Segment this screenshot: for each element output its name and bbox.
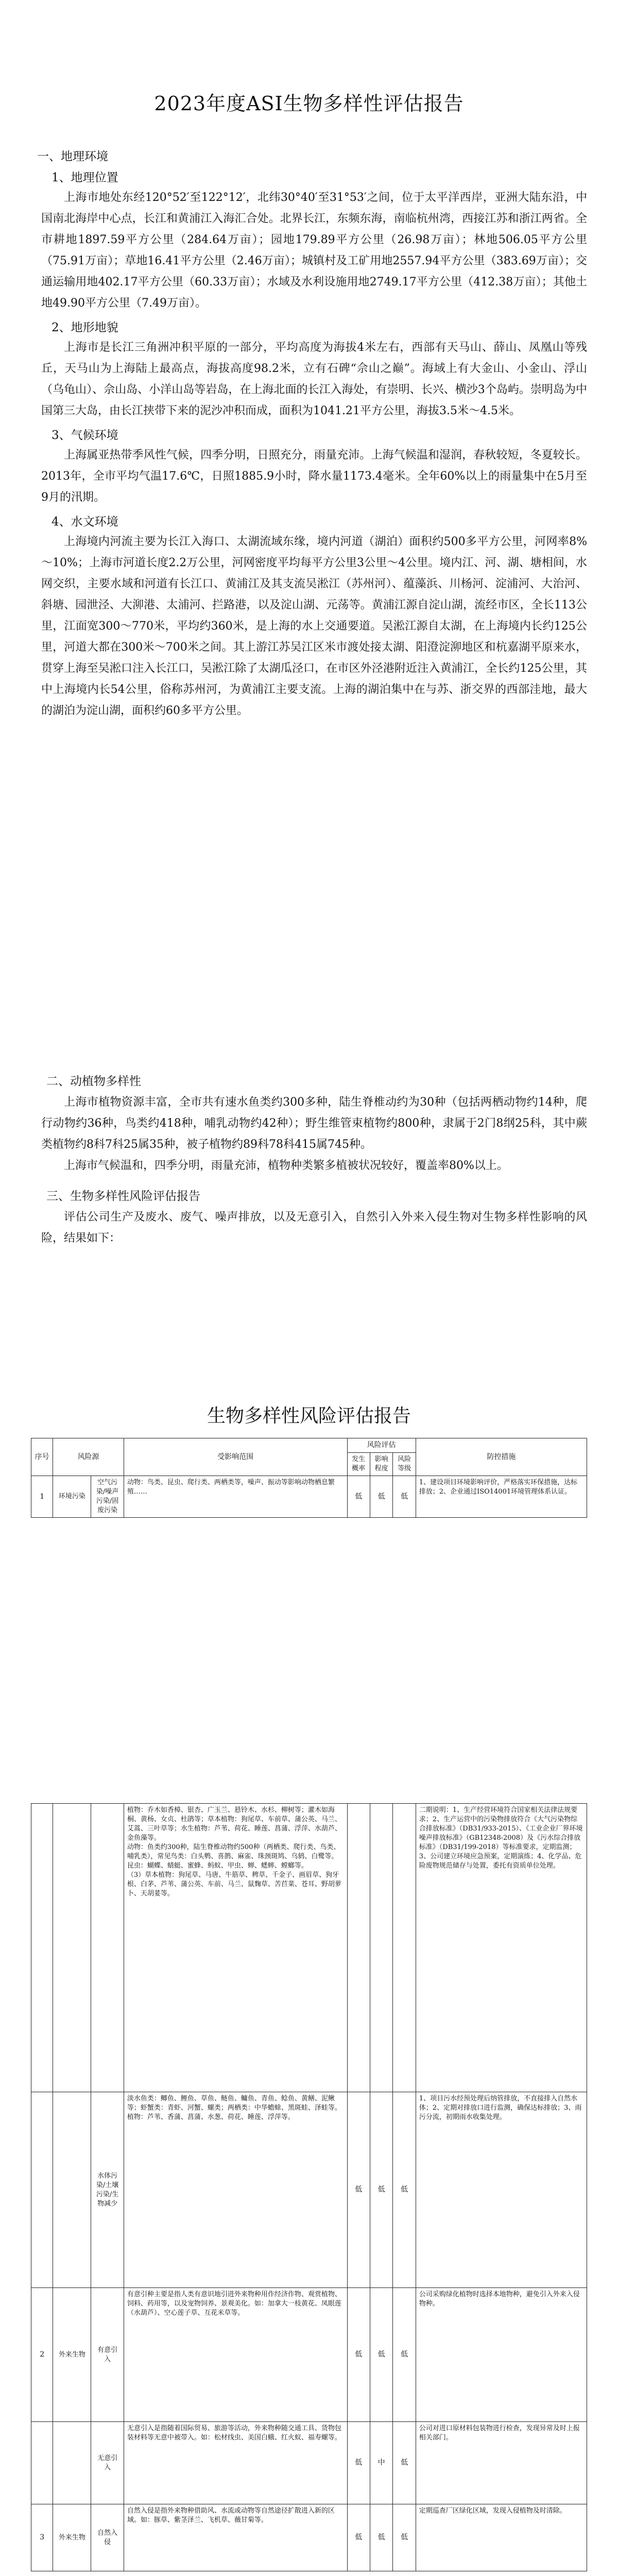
cell-level: 低: [393, 2288, 416, 2422]
cell-scope: 有意引种主要是指人类有意识地引进外来物种用作经济作物、观赏植物、饲料、药用等，以及宠物饲养、景观美化。如：加拿大一枝黄花、凤眼莲（水葫芦）、空心莲子草、互花米草等。: [124, 2288, 347, 2422]
cell-no: 3: [31, 2504, 53, 2571]
cell-measures: 二期说明：1、生产经营环境符合国家相关法律法规要求；2、生产运营中的污染物排放符合《大气污染物综合排放标准》（DB31/933-2015）、《工业企业厂界环境噪声排放标准》（GB12348-2008）及《污水综合排放标准》（DB31/199-2018）等标准要求，定期监测；3、公司建立环境应急预案，定期演练；4、化学品、危险废物规范储存与处置，委托有资质单位处理。: [416, 1804, 587, 2092]
cell-scope: 植物：乔木如香樟、银杏、广玉兰、悬铃木、水杉、柳树等；灌木如海桐、黄杨、女贞、杜鹃等；草本植物：狗尾草、车前草、蒲公英、马兰、艾蒿、三叶草等；水生植物：芦苇、荷花、睡莲、菖蒲、浮萍、水葫芦、金鱼藻等。 动物：鱼类约300种，陆生脊椎动物约500种（两栖类、爬行类、鸟类、哺乳类），常见鸟类：白头鹎、喜鹊、麻雀、珠颈斑鸠、乌鸫、白鹭等。 昆虫：蝴蝶、蜻蜓、蜜蜂、蚂蚁、甲虫、蝉、蟋蟀、螳螂等。 （3）草本植物：狗尾草、马唐、牛筋草、稗草、千金子、画眉草、狗牙根、白茅、芦苇、蒲公英、车前、马兰、鼠麴草、苦苣菜、苍耳、野胡萝卜、天胡荽等。: [124, 1804, 347, 2092]
paragraph-vegetation: 上海市气候温和，四季分明，雨量充沛，植物种类繁多植被状况较好，覆盖率80%以上。: [64, 1159, 508, 1172]
header-probability: 发生概率: [347, 1453, 370, 1476]
paragraph-assessment-intro: 评估公司生产及废水、废气、噪声排放，以及无意引入，自然引入外来入侵生物对生物多样性影响的风险，结果如下：: [41, 1211, 587, 1245]
subsection-heading: 4、水文环境: [52, 515, 118, 529]
cell-type: [53, 1804, 91, 2092]
table-row: [31, 2504, 587, 2571]
cell-measures: 定期巡查厂区绿化区域，发现入侵植物及时清除。: [416, 2504, 587, 2571]
cell-level: 低: [393, 1476, 416, 1518]
cell-impact: [370, 1804, 392, 2092]
cell-level: 低: [393, 2422, 416, 2504]
section-heading: 二、动植物多样性: [46, 1075, 141, 1088]
cell-scope: 无意引入是指随着国际贸易、旅游等活动，外来物种随交通工具、货物包装材料等无意中被带入。如：松材线虫、美国白蛾、红火蚁、福寿螺等。: [124, 2422, 347, 2504]
cell-scope: 淡水鱼类：鲫鱼、鲤鱼、草鱼、鲢鱼、鳙鱼、青鱼、鲶鱼、黄鳝、泥鳅等；虾蟹类：青虾、河蟹、螺类；两栖类：中华蟾蜍、黑斑蛙、泽蛙等。 植物：芦苇、香蒲、菖蒲、水葱、荷花、睡莲、浮萍等。: [124, 2092, 347, 2288]
paragraph-location: 上海市地处东经120°52′至122°12′，北纬30°40′至31°53′之间，位于太平洋西岸，亚洲大陆东沿，中国南北海岸中心点，长江和黄浦江入海汇合处。北界长江，东频东海，南临杭州湾，西接江苏和浙江两省。全市耕地1897.59平方公里（284.64万亩）；园地179.89平方公里（26.98万亩）；林地506.05平方公里（75.91万亩）；草地16.41平方公里（2.46万亩）；城镇村及工矿用地2557.94平方公里（383.69万亩）；交通运输用地402.17平方公里（60.33万亩）；水域及水利设施用地2749.17平方公里（412.38万亩）；其他土地49.90平方公里（7.49万亩）。: [41, 191, 587, 310]
risk-table-section: [31, 1401, 587, 1518]
cell-impact: 低: [370, 2092, 392, 2288]
section-heading: 三、生物多样性风险评估报告: [46, 1190, 200, 1203]
risk-table: [31, 1438, 587, 1518]
cell-no: 2: [31, 2288, 53, 2422]
cell-type: 外来生物: [53, 2504, 91, 2571]
cell-subtype: 有意引入: [91, 2288, 124, 2422]
cell-subtype: 空气污染/噪声污染/固废污染: [91, 1476, 124, 1518]
cell-level: [393, 1804, 416, 2092]
cell-probability: 低: [347, 2422, 370, 2504]
cell-impact: 低: [370, 2288, 392, 2422]
subsection-heading: 1、地理位置: [52, 171, 118, 184]
paragraph-biodiversity: 上海市植物资源丰富，全市共有速水鱼类约300多种，陆生脊椎动约为30种（包括两栖动物约14种，爬行动物约36种，鸟类约418种，哺乳动物约42种）；野生维管束植物约800种，隶属于2门8纲25科，其中蕨类植物约8科7科25属35种，被子植物约89科78科415属745种。: [41, 1096, 587, 1151]
cell-impact: 低: [370, 2504, 392, 2571]
cell-no: 1: [31, 1476, 53, 1518]
cell-scope: 动物：鸟类、昆虫、爬行类、两栖类等，噪声、振动等影响动物栖息繁殖……: [124, 1476, 347, 1518]
cell-type: 外来生物: [53, 2288, 91, 2422]
cell-measures: 1、建设项目环境影响评价，严格落实环保措施，达标排放；2、企业通过ISO14001环境管理体系认证。: [416, 1476, 587, 1518]
header-assessment: 风险评估: [347, 1438, 416, 1453]
table-row: [31, 1804, 587, 2092]
header-scope: 受影响范围: [124, 1438, 347, 1476]
cell-subtype: [91, 1804, 124, 2092]
cell-no: [31, 2092, 53, 2288]
paragraph-hydrology: 上海境内河流主要为长江入海口、太湖流域东缘，境内河道（湖泊）面积约500多平方公里，河网率8%～10%；上海市河道长度2.2万公里，河网密度平均每平方公里3公里～4公里。境内江、河、湖、塘相间，水网交织，主要水域和河道有长江口、黄浦江及其支流吴淞江（苏州河）、蕴藻浜、川杨河、淀浦河、大治河、斜塘、园泄泾、大泖港、太浦河、拦路港，以及淀山湖、元荡等。黄浦江源自淀山湖，流经市区，全长113公里，江面宽300～770米，平均约360米，是上海的水上交通要道。吴淞江源自太湖，在上海境内长约125公里，河道大都在300米～700米之间。其上游江苏吴江区米市渡处接太湖、阳澄淀泖地区和杭嘉湖平原来水，贯穿上海至吴淞口注入长江口，吴淞江除了太湖瓜泾口，在市区外泾港附近注入黄浦江，全长约125公里，其中上海境内长54公里，俗称苏州河，为黄浦江主要支流。上海的湖泊集中在与苏、浙交界的西部洼地，最大的湖泊为淀山湖，面积约60多平方公里。: [41, 535, 587, 717]
cell-probability: 低: [347, 1476, 370, 1518]
paragraph-climate: 上海属亚热带季风性气候，四季分明，日照充分，雨量充沛。上海气候温和湿润，春秋较短，冬夏较长。2013年，全市平均气温17.6℃，日照1885.9小时，降水量1173.4毫米。全年60%以上的雨量集中在5月至9月的汛期。: [41, 449, 587, 504]
cell-measures: 1、项目污水经预处理后纳管排放，不直接排入自然水体；2、定期对排放口进行监测，确保达标排放；3、雨污分流，初期雨水收集处理。: [416, 2092, 587, 2288]
cell-scope: 自然入侵是指外来物种借助风、水流或动物等自然途径扩散进入新的区域。如：豚草、紫茎泽兰、飞机草、薇甘菊等。: [124, 2504, 347, 2571]
cell-probability: 低: [347, 2288, 370, 2422]
table-row: [31, 1476, 587, 1518]
cell-subtype: 自然入侵: [91, 2504, 124, 2571]
report-title: 2023年度ASI生物多样性评估报告: [154, 92, 464, 115]
header-risk-source: 风险源: [53, 1438, 124, 1476]
header-risk-level: 风险等级: [393, 1453, 416, 1476]
table-row: [31, 2422, 587, 2504]
subsection-heading: 3、气候环境: [52, 429, 118, 442]
cell-probability: 低: [347, 2092, 370, 2288]
paragraph-terrain: 上海市是长江三角洲冲积平原的一部分，平均高度为海拔4米左右，西部有天马山、薛山、凤凰山等残丘，天马山为上海陆上最高点，海拔高度98.2米，立有石碑“佘山之巅”。海域上有大金山、小金山、浮山（乌龟山）、佘山岛、小洋山岛等岩岛，在上海北面的长江入海处，有崇明、长兴、横沙3个岛屿。崇明岛为中国第三大岛，由长江挟带下来的泥沙冲积而成，面积为1041.21平方公里，海拔3.5米～4.5米。: [41, 341, 587, 417]
report-page-1: [31, 21, 587, 969]
cell-subtype: 无意引入: [91, 2422, 124, 2504]
cell-no: [31, 1804, 53, 2092]
table-row: [31, 2288, 587, 2422]
cell-impact: 低: [370, 1476, 392, 1518]
cell-probability: 低: [347, 2504, 370, 2571]
cell-type: [53, 2422, 91, 2504]
subsection-heading: 2、地形地貌: [52, 321, 118, 334]
header-measures: 防控措施: [416, 1438, 587, 1476]
table-row: [31, 2092, 587, 2288]
header-impact: 影响程度: [370, 1453, 392, 1476]
risk-table-page-2: [31, 1803, 587, 2571]
cell-subtype: 水体污染/土壤污染/生物减少: [91, 2092, 124, 2288]
cell-impact: 中: [370, 2422, 392, 2504]
section-heading: 一、地理环境: [37, 150, 108, 163]
cell-no: [31, 2422, 53, 2504]
risk-table-continued: [31, 1803, 587, 2571]
cell-level: 低: [393, 2504, 416, 2571]
cell-level: 低: [393, 2092, 416, 2288]
cell-probability: [347, 1804, 370, 2092]
cell-type: [53, 2092, 91, 2288]
header-no: 序号: [31, 1438, 53, 1476]
risk-table-title: 生物多样性风险评估报告: [207, 1405, 411, 1427]
cell-measures: 公司采购绿化植物时选择本地物种，避免引入外来入侵物种。: [416, 2288, 587, 2422]
cell-type: 环境污染: [53, 1476, 91, 1518]
cell-measures: 公司对进口原材料包装物进行检查，发现异常及时上报相关部门。: [416, 2422, 587, 2504]
